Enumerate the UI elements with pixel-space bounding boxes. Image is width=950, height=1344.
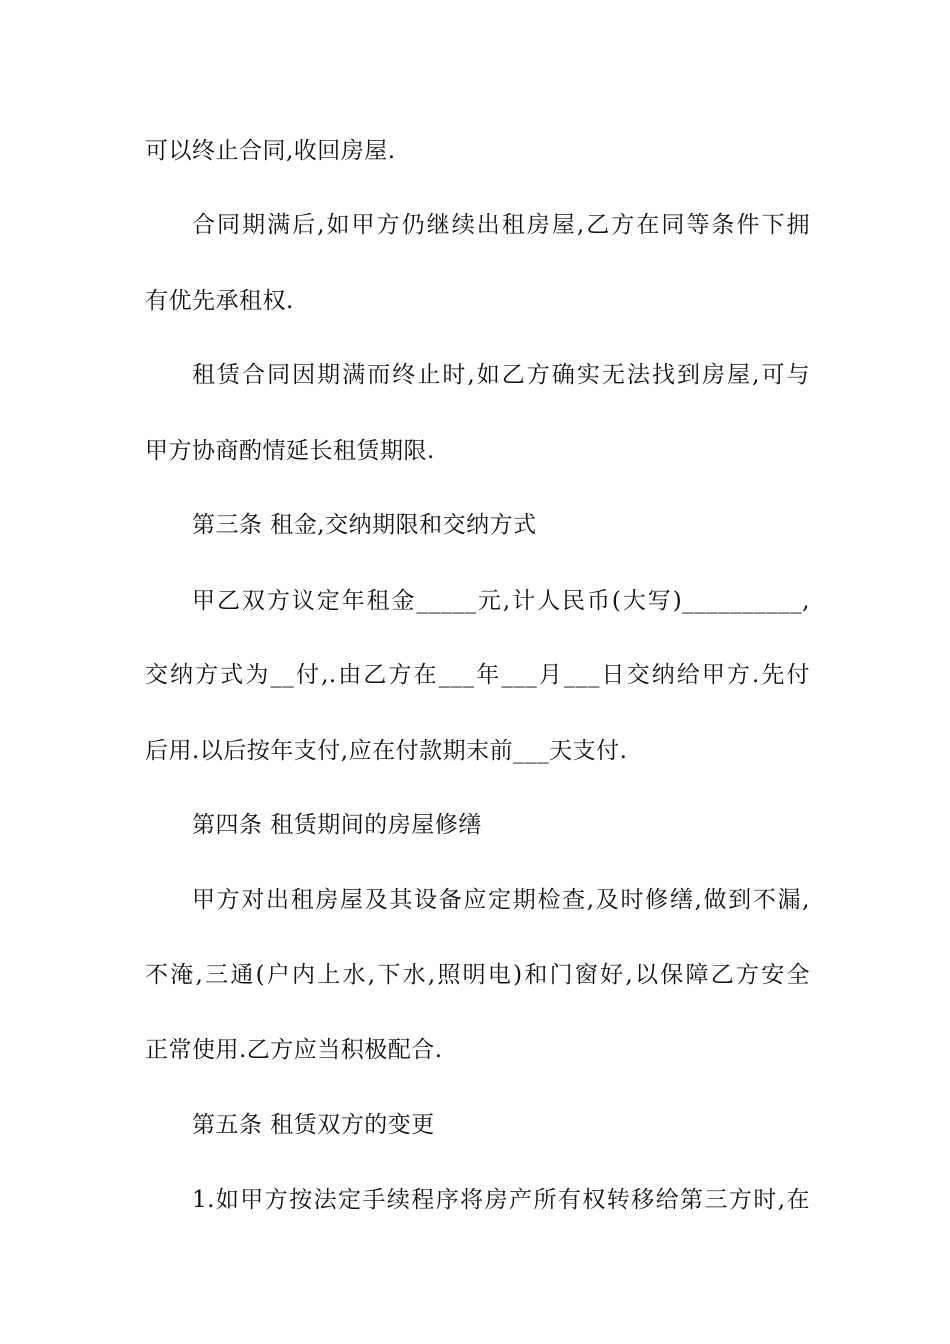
paragraph-line: 租赁合同因期满而终止时,如乙方确实无法找到房屋,可与 xyxy=(192,362,810,388)
paragraph-line: 合同期满后,如甲方仍继续出租房屋,乙方在同等条件下拥 xyxy=(192,212,810,238)
paragraph-line: 甲方对出租房屋及其设备应定期检查,及时修缮,做到不漏, xyxy=(192,887,810,913)
paragraph-line: 可以终止合同,收回房屋. xyxy=(145,138,396,164)
paragraph-line: 后用.以后按年支付,应在付款期末前___天支付. xyxy=(145,738,628,764)
paragraph-line: 甲方协商酌情延长租赁期限. xyxy=(145,438,435,464)
paragraph-line: 交纳方式为__付,.由乙方在___年___月___日交纳给甲方.先付 xyxy=(145,662,810,688)
paragraph-line: 有优先承租权. xyxy=(145,288,294,314)
section-heading: 第三条 租金,交纳期限和交纳方式 xyxy=(192,512,537,538)
paragraph-line: 1.如甲方按法定手续程序将房产所有权转移给第三方时,在 xyxy=(192,1187,810,1213)
section-heading: 第五条 租赁双方的变更 xyxy=(192,1112,435,1138)
paragraph-line: 甲乙双方议定年租金_____元,计人民币(大写)__________, xyxy=(192,588,810,614)
paragraph-line: 正常使用.乙方应当积极配合. xyxy=(145,1037,443,1063)
paragraph-line: 不淹,三通(户内上水,下水,照明电)和门窗好,以保障乙方安全 xyxy=(145,962,810,988)
section-heading: 第四条 租赁期间的房屋修缮 xyxy=(192,812,482,838)
